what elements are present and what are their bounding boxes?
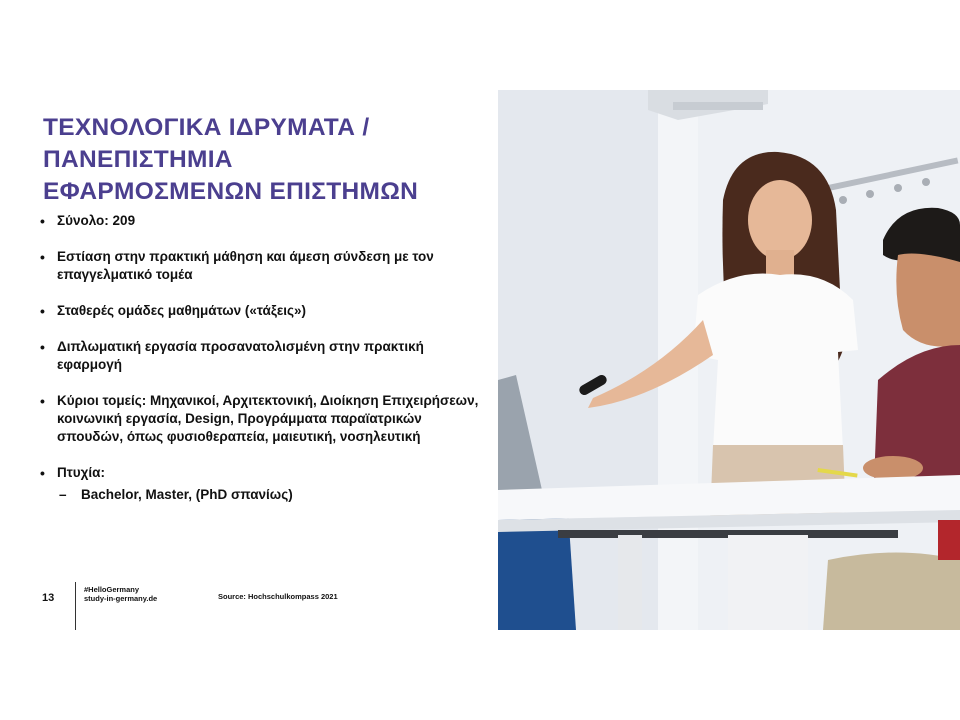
title-line: ΕΦΑΡΜΟΣΜΕΝΩΝ ΕΠΙΣΤΗΜΩΝ bbox=[43, 178, 419, 205]
bullet-label: Πτυχία: bbox=[57, 465, 105, 480]
bullet-item-degrees bbox=[40, 464, 490, 504]
website: study-in-germany.de bbox=[84, 594, 158, 603]
footer-tagline bbox=[84, 585, 157, 603]
bullet-list bbox=[40, 212, 490, 522]
bullet-item: • Κύριοι τομείς: Μηχανικοί, Αρχιτεκτονική, Διοίκηση Επιχειρήσεων, κοινωνική εργασία, Design, Προγράμματα παραϊατρικών σπουδών, όπως φυσιοθεραπεία, μαιευτική, νοσηλευτική bbox=[40, 392, 490, 446]
photo-illustration bbox=[498, 90, 960, 630]
sub-bullet-item: – Bachelor, Master, (PhD σπανίως) bbox=[57, 486, 490, 504]
source-note: Source: Hochschulkompass 2021 bbox=[218, 592, 338, 601]
footer bbox=[0, 580, 480, 632]
bullet-item: • Διπλωματική εργασία προσανατολισμένη στην πρακτική εφαρμογή bbox=[40, 338, 490, 374]
title-line: ΠΑΝΕΠΙΣΤΗΜΙΑ bbox=[43, 146, 233, 173]
bullet-item: • Εστίαση στην πρακτική μάθηση και άμεση σύνδεση με τον επαγγελματικό τομέα bbox=[40, 248, 490, 284]
sub-bullet-list bbox=[57, 486, 490, 504]
bullet-item: • Σύνολο: 209 bbox=[40, 212, 490, 230]
title-line: ΤΕΧΝΟΛΟΓΙΚΑ ΙΔΡΥΜΑΤΑ / bbox=[43, 114, 370, 141]
page-number: 13 bbox=[42, 592, 55, 604]
footer-divider bbox=[75, 582, 76, 630]
bullet-item: • Σταθερές ομάδες μαθημάτων («τάξεις») bbox=[40, 302, 490, 320]
hashtag: #HelloGermany bbox=[84, 585, 140, 594]
students-at-desk-photo bbox=[498, 90, 960, 630]
slide-title bbox=[43, 112, 503, 208]
